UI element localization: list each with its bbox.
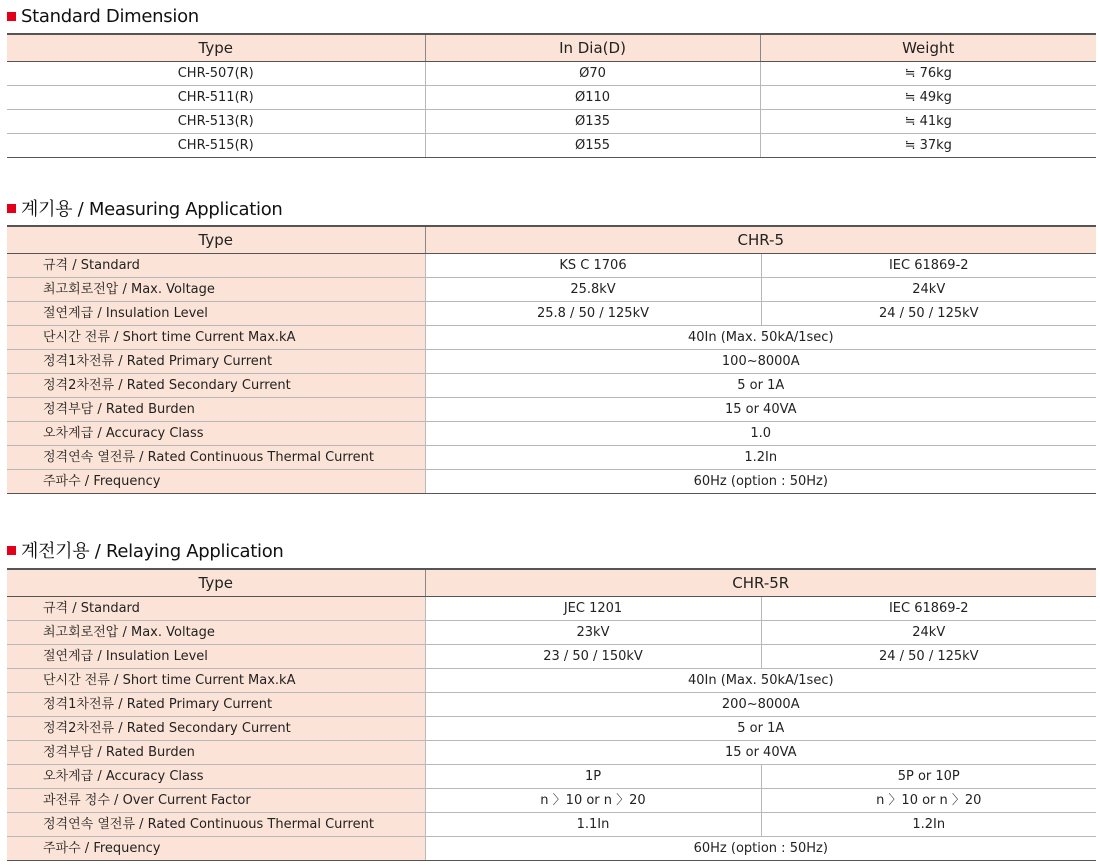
spec-value: 1.2In [425,446,1096,470]
spec-row [7,693,1096,717]
col-header-weight: Weight [760,34,1096,62]
spec-value-a: 25.8 / 50 / 125kV [425,302,761,326]
spec-value: 60Hz (option : 50Hz) [425,470,1096,494]
spec-value-b: 1.2In [761,813,1096,837]
spec-label: 최고회로전압 / Max. Voltage [7,621,425,645]
spec-value: 5 or 1A [425,717,1096,741]
spec-label: 정격부담 / Rated Burden [7,741,425,765]
spec-row [7,254,1096,278]
spec-value-a: 23 / 50 / 150kV [425,645,761,669]
cell-in-dia: Ø70 [425,62,760,86]
table-header-row [7,34,1096,62]
spec-value-b: IEC 61869-2 [761,597,1096,621]
dimension-table [7,33,1096,158]
spec-row [7,374,1096,398]
spec-label: 최고회로전압 / Max. Voltage [7,278,425,302]
spec-value: 1.0 [425,422,1096,446]
spec-label: 주파수 / Frequency [7,837,425,861]
table-row [7,86,1096,110]
cell-weight: ≒ 37kg [760,134,1096,158]
red-square-icon [7,546,16,555]
spec-label: 과전류 정수 / Over Current Factor [7,789,425,813]
spec-value: 15 or 40VA [425,398,1096,422]
spec-label: 절연계급 / Insulation Level [7,302,425,326]
spec-label: 규격 / Standard [7,254,425,278]
spec-label: 정격연속 열전류 / Rated Continuous Thermal Current [7,446,425,470]
spec-row [7,350,1096,374]
spec-value-b: IEC 61869-2 [761,254,1096,278]
cell-type: CHR-511(R) [7,86,425,110]
spec-value-a: 1.1In [425,813,761,837]
spec-value: 100~8000A [425,350,1096,374]
spec-row [7,621,1096,645]
spec-value: 40In (Max. 50kA/1sec) [425,326,1096,350]
table-header-row [7,569,1096,597]
col-header-in-dia: In Dia(D) [425,34,760,62]
spec-value-b: n 〉10 or n 〉20 [761,789,1096,813]
spec-label: 정격부담 / Rated Burden [7,398,425,422]
spec-value-a: KS C 1706 [425,254,761,278]
spec-value-a: 1P [425,765,761,789]
red-square-icon [7,204,16,213]
cell-weight: ≒ 49kg [760,86,1096,110]
col-header-type: Type [7,226,425,254]
cell-type: CHR-513(R) [7,110,425,134]
spec-row [7,645,1096,669]
spec-row [7,837,1096,861]
spec-row [7,717,1096,741]
spec-value-a: n 〉10 or n 〉20 [425,789,761,813]
spec-value-b: 5P or 10P [761,765,1096,789]
col-header-model: CHR-5R [425,569,1096,597]
spec-row [7,446,1096,470]
table-header-row [7,226,1096,254]
measuring-table [7,225,1096,494]
cell-in-dia: Ø135 [425,110,760,134]
spec-value-a: JEC 1201 [425,597,761,621]
col-header-type: Type [7,569,425,597]
spec-value-b: 24 / 50 / 125kV [761,302,1096,326]
relaying-application-heading [7,538,284,562]
spec-label: 정격2차전류 / Rated Secondary Current [7,374,425,398]
spec-row [7,741,1096,765]
cell-in-dia: Ø110 [425,86,760,110]
relaying-table [7,568,1096,861]
section-title: Standard Dimension [21,5,199,27]
spec-value-b: 24kV [761,278,1096,302]
spec-label: 정격연속 열전류 / Rated Continuous Thermal Current [7,813,425,837]
cell-in-dia: Ø155 [425,134,760,158]
spec-row [7,422,1096,446]
spec-row [7,813,1096,837]
cell-type: CHR-515(R) [7,134,425,158]
spec-label: 정격1차전류 / Rated Primary Current [7,693,425,717]
standard-dimension-heading [7,4,199,28]
table-row [7,110,1096,134]
spec-row [7,765,1096,789]
spec-label: 오차계급 / Accuracy Class [7,765,425,789]
col-header-model: CHR-5 [425,226,1096,254]
spec-row [7,302,1096,326]
spec-label: 정격2차전류 / Rated Secondary Current [7,717,425,741]
spec-value: 40In (Max. 50kA/1sec) [425,669,1096,693]
spec-label: 오차계급 / Accuracy Class [7,422,425,446]
spec-label: 절연계급 / Insulation Level [7,645,425,669]
table-row [7,134,1096,158]
red-square-icon [7,12,16,21]
measuring-application-heading [7,196,283,220]
spec-label: 주파수 / Frequency [7,470,425,494]
spec-value: 5 or 1A [425,374,1096,398]
spec-row [7,398,1096,422]
spec-label: 단시간 전류 / Short time Current Max.kA [7,326,425,350]
spec-row [7,326,1096,350]
col-header-type: Type [7,34,425,62]
cell-type: CHR-507(R) [7,62,425,86]
spec-row [7,278,1096,302]
spec-label: 단시간 전류 / Short time Current Max.kA [7,669,425,693]
spec-value: 15 or 40VA [425,741,1096,765]
spec-value-b: 24 / 50 / 125kV [761,645,1096,669]
section-title: 계기용 / Measuring Application [21,199,283,220]
spec-value: 60Hz (option : 50Hz) [425,837,1096,861]
spec-value-b: 24kV [761,621,1096,645]
spec-row [7,597,1096,621]
spec-row [7,789,1096,813]
cell-weight: ≒ 76kg [760,62,1096,86]
spec-value: 200~8000A [425,693,1096,717]
cell-weight: ≒ 41kg [760,110,1096,134]
spec-label: 규격 / Standard [7,597,425,621]
spec-label: 정격1차전류 / Rated Primary Current [7,350,425,374]
table-row [7,62,1096,86]
section-title: 계전기용 / Relaying Application [21,541,284,562]
spec-value-a: 25.8kV [425,278,761,302]
spec-row [7,669,1096,693]
spec-value-a: 23kV [425,621,761,645]
spec-row [7,470,1096,494]
